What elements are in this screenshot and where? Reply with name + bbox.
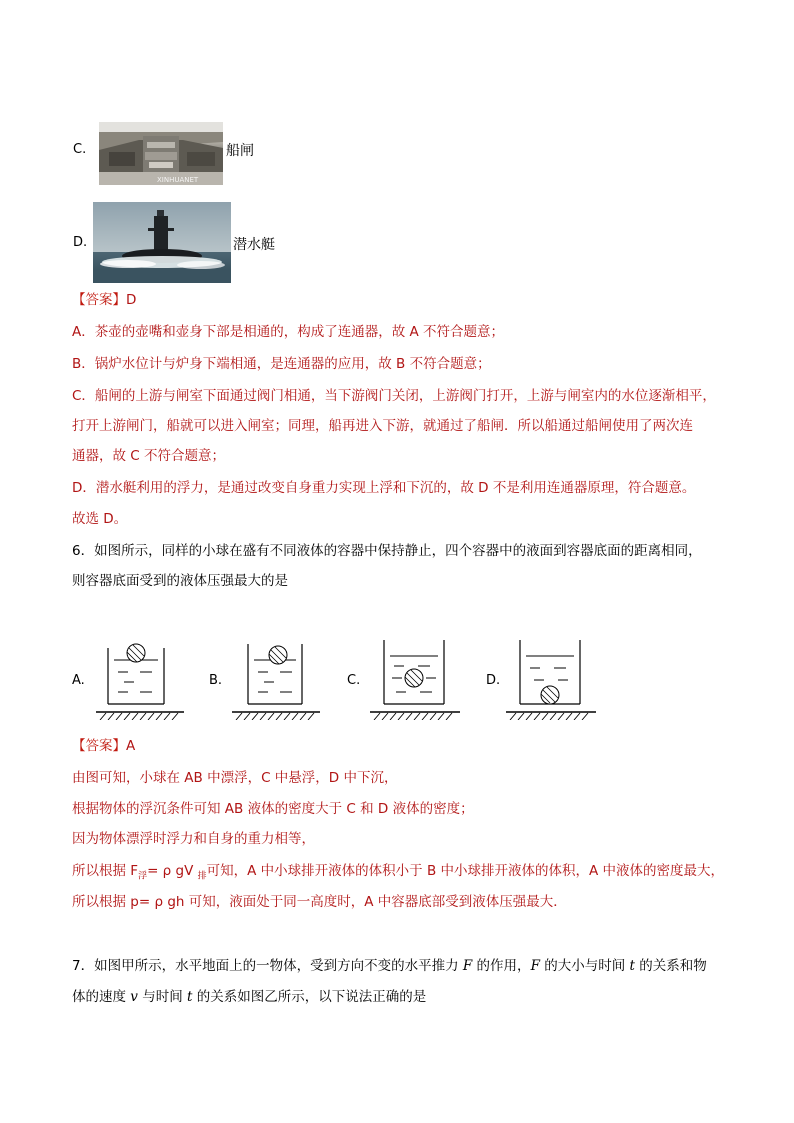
q6-option-a-letter: A.	[72, 673, 85, 688]
q7-var-f: F	[530, 958, 540, 974]
q7-text: 的作用，	[472, 958, 531, 974]
q7-var-f: F	[462, 958, 473, 974]
answer-value: D	[126, 292, 137, 308]
answer-tag: 【答案】	[72, 738, 126, 754]
q7-text: 的关系和物	[634, 958, 707, 974]
q6-container-d	[506, 636, 596, 720]
q6-explanation-line: 根据物体的浮沉条件可知 AB 液体的密度大于 C 和 D 液体的密度；	[72, 801, 474, 817]
q7-text: 的关系如图乙所示，以下说法正确的是	[192, 989, 427, 1005]
q7-var-t: t	[629, 958, 635, 974]
answer-tag: 【答案】	[72, 292, 126, 308]
q6-explanation-line: 因为物体漂浮时浮力和自身的重力相等，	[72, 831, 315, 847]
q6-container-b	[232, 640, 320, 720]
formula-subscript-displaced: 排	[197, 871, 207, 882]
q7-text: 7．如图甲所示，水平地面上的一物体，受到方向不变的水平推力	[72, 958, 463, 974]
q6-explanation-line: 所以根据 p= ρ gh 可知，液面处于同一高度时，A 中容器底部受到液体压强最大．	[72, 894, 567, 910]
q6-option-b-letter: B.	[209, 673, 223, 688]
q7-stem-line-1	[72, 956, 707, 976]
q5-answer-heading	[72, 290, 136, 310]
q7-var-t: t	[187, 989, 193, 1005]
q6-container-a	[96, 640, 184, 720]
q7-text: 体的速度	[72, 989, 131, 1005]
q6-formula-line	[72, 861, 724, 887]
q7-var-v: v	[130, 989, 138, 1005]
q5-explanation-line: 通器，故 C 不符合题意；	[72, 448, 226, 464]
answer-value: A	[126, 738, 136, 754]
q7-text: 的大小与时间	[539, 958, 630, 974]
photo-watermark: XINHUANET	[157, 176, 199, 184]
q6-option-d-letter: D.	[486, 673, 501, 688]
formula-suffix: 可知，A 中小球排开液体的体积小于 B 中小球排开液体的体积，A 中液体的密度最大，	[206, 863, 725, 879]
option-d-letter: D.	[73, 235, 88, 250]
q6-stem-line: 6．如图所示，同样的小球在盛有不同液体的容器中保持静止，四个容器中的液面到容器底面的距离相同，	[72, 543, 702, 559]
q5-explanation-line: C．船闸的上游与闸室下面通过阀门相通，当下游阀门关闭，上游阀门打开，上游与闸室内的水位逐渐相平，	[72, 388, 716, 404]
q6-explanation-line: 由图可知，小球在 AB 中漂浮，C 中悬浮，D 中下沉，	[72, 770, 398, 786]
q5-explanation-line: 打开上游闸门，船就可以进入闸室；同理，船再进入下游，就通过了船闸．所以船通过船闸使用了两次连	[72, 418, 693, 434]
formula-middle: = ρ gV	[147, 863, 198, 879]
q6-answer-heading	[72, 736, 135, 756]
q6-container-c	[370, 636, 460, 720]
ship-lock-photo	[99, 122, 223, 185]
q7-text: 与时间	[137, 989, 188, 1005]
q6-stem-line: 则容器底面受到的液体压强最大的是	[72, 573, 288, 589]
q5-explanation-line: 故选 D。	[72, 511, 128, 527]
formula-prefix: 所以根据 F	[72, 863, 139, 879]
option-c-letter: C.	[73, 142, 87, 157]
option-c-caption: 船闸	[226, 143, 254, 159]
q6-option-c-letter: C.	[347, 673, 361, 688]
formula-subscript-float: 浮	[138, 871, 148, 882]
submarine-image	[93, 202, 231, 283]
q5-explanation-line: B．锅炉水位计与炉身下端相通，是连通器的应用，故 B 不符合题意；	[72, 356, 491, 372]
q5-explanation-line: D．潜水艇利用的浮力，是通过改变自身重力实现上浮和下沉的，故 D 不是利用连通器原理，符合题意。	[72, 480, 696, 496]
q7-stem-line-2	[72, 987, 426, 1007]
submarine-photo	[93, 202, 231, 283]
option-d-caption: 潜水艇	[233, 237, 275, 253]
ship-lock-image	[99, 122, 223, 185]
q5-explanation-line: A．茶壶的壶嘴和壶身下部是相通的，构成了连通器，故 A 不符合题意；	[72, 324, 505, 340]
